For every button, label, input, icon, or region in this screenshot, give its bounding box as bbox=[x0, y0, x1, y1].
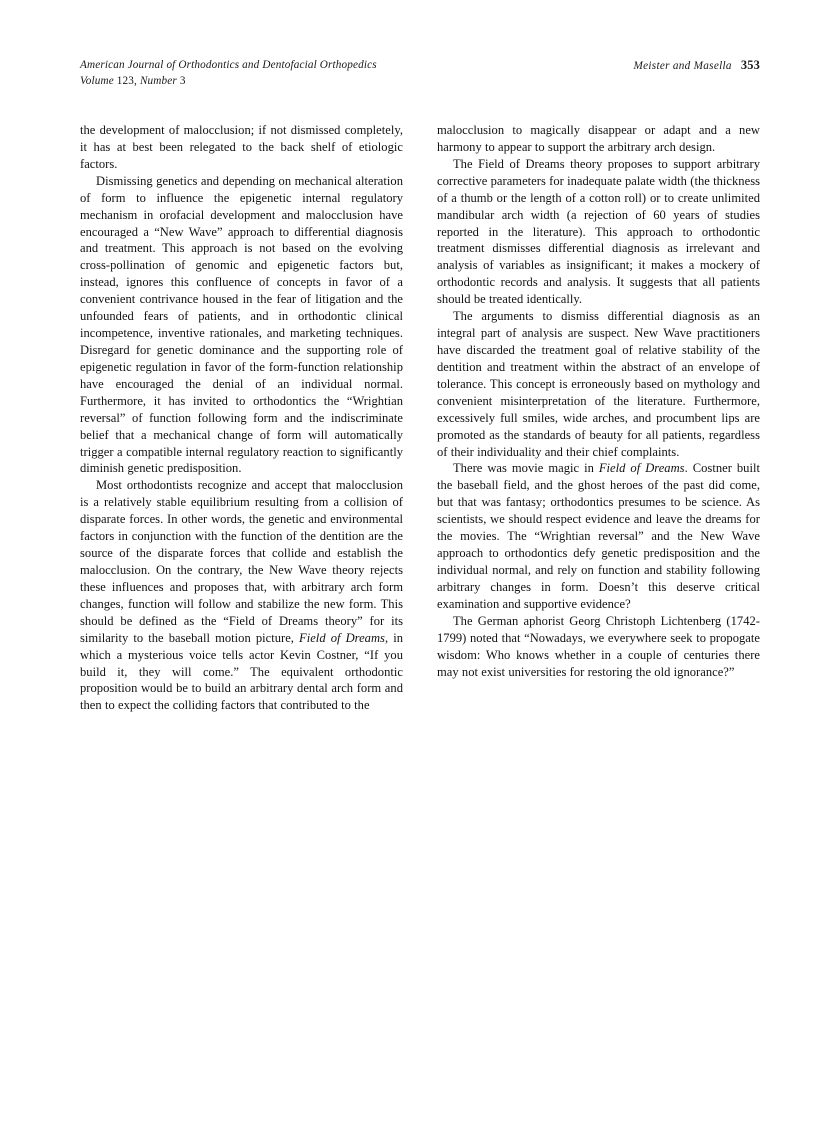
paragraph-p8-lichtenberg: The German aphorist Georg Christoph Lichtenberg (1742-1799) noted that “Nowadays, we everywhere seek to propogate wisdom: Who knows whether in a couple of centuries there may not exist universities for restoring the old ignorance?” bbox=[437, 613, 760, 679]
italic-title: Field of Dreams bbox=[299, 630, 385, 645]
volume-label: Volume bbox=[80, 74, 114, 87]
paragraph-p4-continuation: malocclusion to magically disappear or adapt and a new harmony to appear to support the arbitrary arch design. bbox=[437, 123, 760, 154]
running-header bbox=[80, 58, 760, 94]
running-header-authors-and-page bbox=[634, 58, 760, 75]
paragraph-p2-dismissing-genetics: Dismissing genetics and depending on mechanical alteration of form to influence the epigenetic internal regulatory mechanism in orofacial development and malocclusion have encouraged a “New Wave” approach to differential diagnosis and treatment. This approach is not based on the evolving cross-pollination of genomic and epigenetic factors but, instead, ignores this confluence of concepts in favor of a convenient contrivance housed in the fear of litigation and the unfounded fears of patients, and in orthodontic clinical incompetence, inventive rationales, and marketing techniques. Disregard for genetic dominance and the supporting role of epigenetic regulation in favor of the form-function relationship have encouraged the denial of an individual normal. Furthermore, it has invited to orthodontics the “Wrightian reversal” of function following form and the indiscriminate belief that a mechanical change of form will automatically trigger a compatible internal regulatory reaction to significantly diminish genetic predisposition. bbox=[80, 173, 403, 476]
column-left bbox=[80, 122, 403, 812]
journal-volume-line bbox=[80, 74, 377, 90]
volume-number: 123, bbox=[116, 74, 137, 87]
journal-title-text: American Journal of Orthodontics and Dentofacial Orthopedics bbox=[80, 59, 377, 71]
page-number: 353 bbox=[740, 58, 760, 72]
running-header-journal-title bbox=[80, 58, 377, 89]
column-right bbox=[437, 122, 760, 812]
issue-number: 3 bbox=[179, 74, 186, 87]
italic-title: Field of Dreams bbox=[598, 461, 685, 476]
paragraph-p3-most-orthodontists: Most orthodontists recognize and accept that malocclusion is a relatively stable equilibrium resulting from a collision of disparate forces. In other words, the genetic and environmental factors in conjunction with the function of the dentition are the source of the disparate forces that collide and establish the malocclusion. On the contrary, the New Wave theory rejects these influences and proposes that, with arbitrary arch form changes, function will follow and stabilize the new form. This should be defined as the “Field of Dreams theory” for its similarity to the baseball motion picture, Field of Dreams, in which a mysterious voice tells actor Kevin Costner, “If you build it, they will come.” The equivalent orthodontic proposition would be to build an arbitrary dental arch form and then to expect the colliding factors that contributed to the bbox=[80, 478, 403, 713]
paragraph-p6-arguments-to-dismiss: The arguments to dismiss differential diagnosis as an integral part of analysis are suspect. New Wave practitioners have discarded the treatment goal of relative stability of the dentition and treatment within the abstract of an envelope of tolerance. This concept is erroneously based on mythology and convenient misinterpretation of the literature. Furthermore, excessively full smiles, wide arches, and procumbent lips are promoted as the standards of beauty for all patients, regardless of their individuality and their chief complaints. bbox=[437, 309, 760, 459]
number-label: Number bbox=[139, 74, 177, 87]
paragraph-p1-continuation: the development of malocclusion; if not dismissed completely, it has at best been relegated to the back shelf of etiologic factors. bbox=[80, 123, 403, 171]
article-body bbox=[80, 122, 760, 812]
paragraph-p5-field-of-dreams-theory: The Field of Dreams theory proposes to support arbitrary corrective parameters for inadequate palate width (the thickness of a thumb or the length of a cotton roll) or to create unlimited mandibular arch width (a rejection of 60 years of studies reported in the literature). This approach to orthodontic treatment dismisses differential diagnosis as irrelevant and analysis of variables as insignificant; it makes a mockery of orthodontic records and analysis. It suggests that all patients should be treated identically. bbox=[437, 156, 760, 307]
paragraph-p7-movie-magic: There was movie magic in Field of Dreams. Costner built the baseball field, and the ghost heroes of the past did come, but that was fantasy; orthodontics presumes to be science. As scientists, we should respect evidence and leave the dreams for the movies. The “Wrightian reversal” and the New Wave approach to orthodontics defy genetic predisposition and the individual normal, and rely on function and stability following arbitrary changes in form. Doesn’t this deserve critical examination and supportive evidence? bbox=[437, 461, 760, 611]
running-header-authors: Meister and Masella bbox=[633, 60, 732, 72]
